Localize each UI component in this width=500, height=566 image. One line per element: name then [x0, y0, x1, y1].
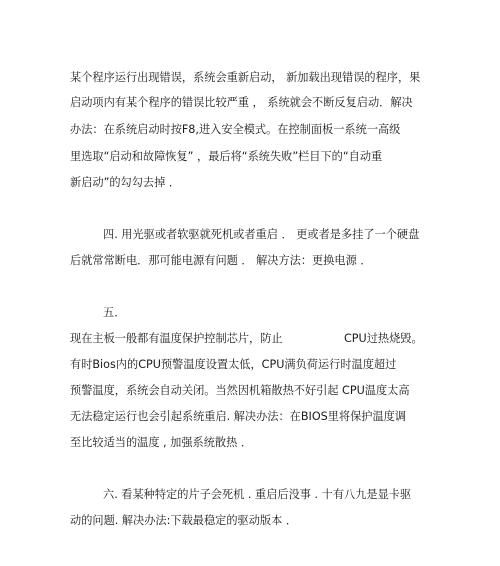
- section-heading-5: 五．: [103, 306, 126, 319]
- text-line: 里选取“启动和故障恢复” ，最后将“系统失败”栏目下的“自动重: [70, 150, 383, 163]
- text-line: CPU过热烧毁。: [344, 332, 423, 345]
- text-line: 动的问题. 解决办法:下载最稳定的驱动版本 ．: [70, 514, 298, 527]
- text-line: 现在主板一般都有温度保护控制芯片，防止: [70, 332, 283, 345]
- text-line: 有时Bios内的CPU预警温度设置太低，CPU满负荷运行时温度超过: [70, 358, 397, 371]
- text-line: 办法：在系统启动时按F8,进入安全模式。在控制面板一系统一高级: [70, 123, 401, 136]
- text-line: 预警温度，系统会自动关闭。当然因机箱散热不好引起 CPU温度太高: [70, 384, 410, 397]
- text-line: 某个程序运行出现错误，系统会重新启动， 新加载出现错误的程序，果: [70, 71, 421, 84]
- text-line: 无法稳定运行也会引起系统重启. 解决办法：在BIOS里将保护温度调: [70, 410, 407, 423]
- text-line: 启动项内有某个程序的错误比较严重 ， 系统就会不断反复启动．解决: [70, 96, 413, 109]
- text-line: 后就常常断电．那可能电源有问题 ． 解决方法：更换电源 ．: [70, 254, 372, 267]
- section-heading-4: 四. 用光驱或者软驱就死机或者重启 ． 更或者是多挂了一个硬盘: [103, 228, 420, 241]
- text-line: 新启动”的勾勾去掉 ．: [70, 176, 181, 189]
- text-line: 至比较适当的温度 , 加强系统散热 ．: [70, 436, 253, 449]
- section-heading-6: 六. 看某种特定的片子会死机 . 重启后没事 . 十有八九是显卡驱: [103, 488, 412, 501]
